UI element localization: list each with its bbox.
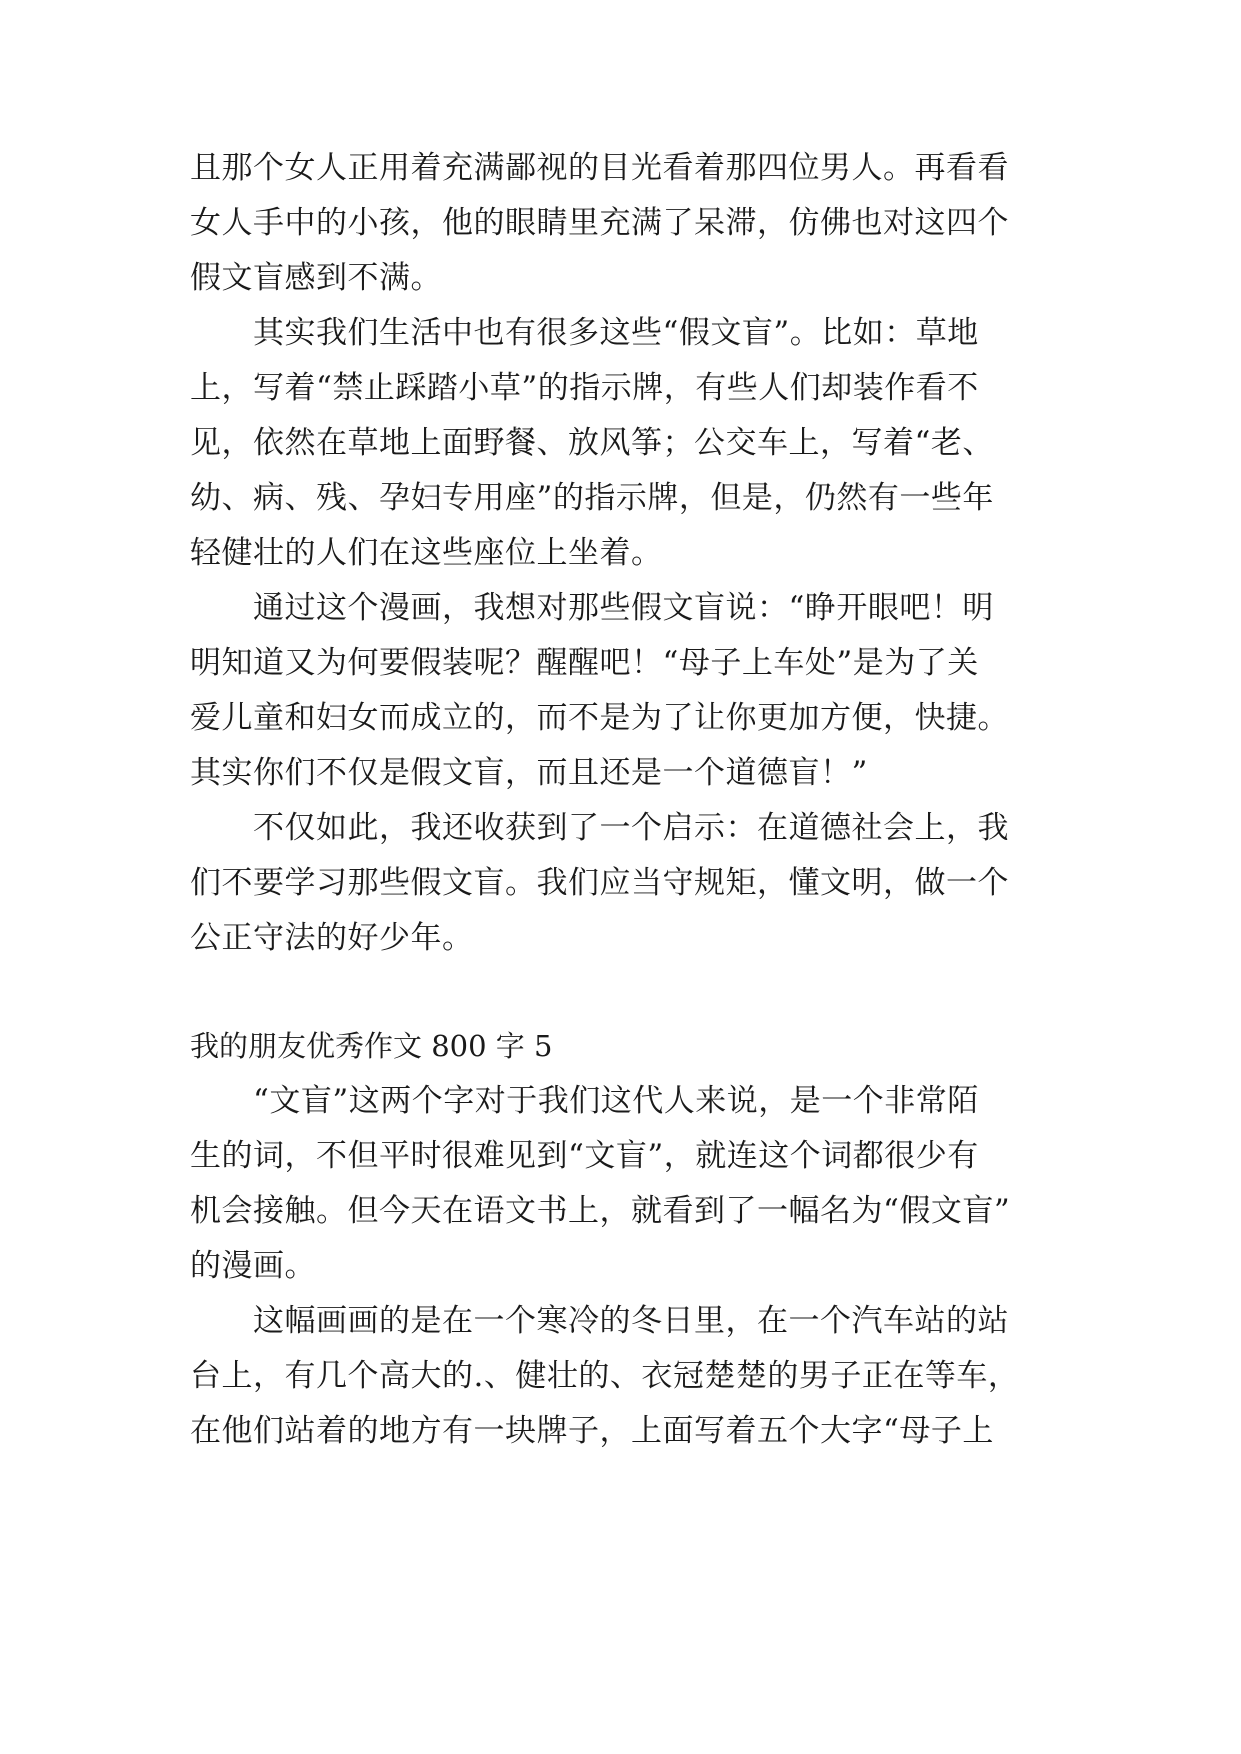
body-text-line: 台上，有几个高大的.、健壮的、衣冠楚楚的男子正在等车， [190,1358,1020,1394]
body-text-line: 机会接触。但今天在语文书上，就看到了一幅名为“假文盲” [190,1193,1011,1229]
body-text-line: 上，写着“禁止踩踏小草”的指示牌，有些人们却装作看不 [190,370,979,406]
body-text-line: 其实你们不仅是假文盲，而且还是一个道德盲！” [190,755,868,791]
body-text-line: 明知道又为何要假装呢？醒醒吧！“母子上车处”是为了关 [190,645,979,681]
body-text-line: 公正守法的好少年。 [190,920,474,956]
body-text-line: 假文盲感到不满。 [190,260,442,296]
body-text-line: 幼、病、残、孕妇专用座”的指示牌，但是，仍然有一些年 [190,480,994,516]
body-text-line: 的漫画。 [190,1248,316,1284]
body-text-line: 生的词，不但平时很难见到“文盲”，就连这个词都很少有 [190,1138,979,1174]
body-text-line: 通过这个漫画，我想对那些假文盲说：“睁开眼吧！明 [190,590,994,626]
body-text-line: 其实我们生活中也有很多这些“假文盲”。比如：草地 [190,315,979,351]
body-text-line: 见，依然在草地上面野餐、放风筝；公交车上，写着“老、 [190,425,994,461]
section-title: 我的朋友优秀作文 800 字 5 [190,1029,553,1063]
body-text-line: 这幅画画的是在一个寒冷的冬日里，在一个汽车站的站 [190,1303,1009,1339]
body-text-line: 爱儿童和妇女而成立的，而不是为了让你更加方便，快捷。 [190,700,1009,736]
body-text-line: 不仅如此，我还收获到了一个启示：在道德社会上，我 [190,810,1009,846]
body-text-line: 女人手中的小孩，他的眼睛里充满了呆滞，仿佛也对这四个 [190,205,1009,241]
body-text-line: 轻健壮的人们在这些座位上坐着。 [190,535,663,571]
body-text-line: “文盲”这两个字对于我们这代人来说，是一个非常陌 [190,1083,979,1119]
body-text-line: 们不要学习那些假文盲。我们应当守规矩，懂文明，做一个 [190,865,1009,901]
body-text-line: 且那个女人正用着充满鄙视的目光看着那四位男人。再看看 [190,150,1009,186]
body-text-line: 在他们站着的地方有一块牌子，上面写着五个大字“母子上 [190,1413,994,1449]
